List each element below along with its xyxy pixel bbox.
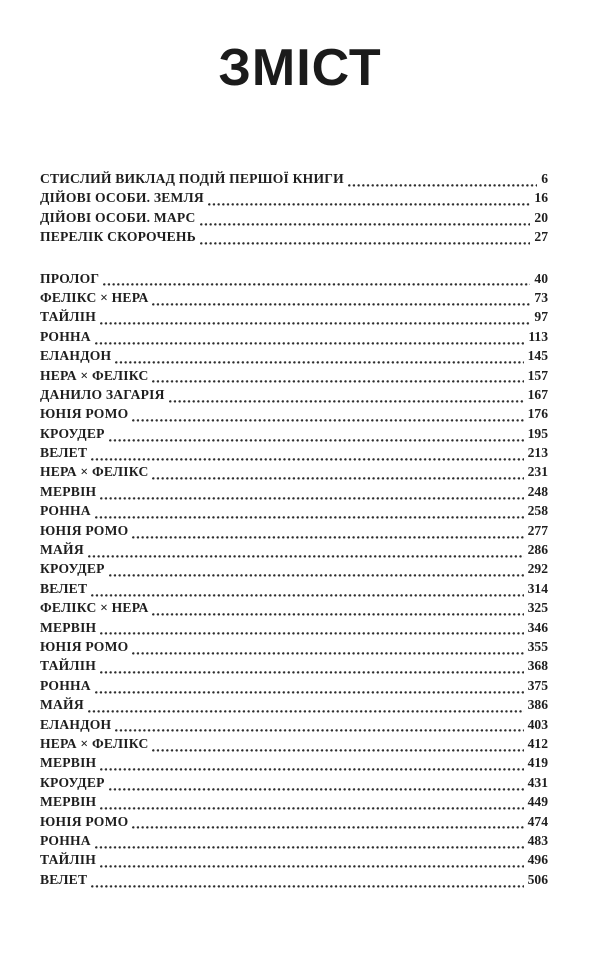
toc-entry-label: КРОУДЕР — [40, 774, 105, 790]
dotted-leader — [115, 729, 523, 732]
toc-entry-row — [40, 600, 548, 619]
dotted-leader — [91, 458, 523, 461]
toc-entry-label: КРОУДЕР — [40, 561, 105, 577]
toc-entry-page-number: 403 — [527, 716, 548, 732]
toc-entry-row — [40, 852, 548, 871]
dotted-leader — [208, 203, 531, 206]
toc-entry-label: НЕРА × ФЕЛІКС — [40, 367, 149, 383]
dotted-leader — [152, 303, 530, 306]
dotted-leader — [109, 788, 524, 791]
toc-entry-label: ЮНІЯ РОМО — [40, 406, 129, 422]
toc-entry-row — [40, 210, 548, 229]
toc-entry-row — [40, 171, 548, 190]
dotted-leader — [100, 322, 530, 325]
toc-entry-row — [40, 833, 548, 852]
toc-entry-label: ВЕЛЕТ — [40, 580, 88, 596]
dotted-leader — [132, 826, 523, 829]
toc-entry-label: ВЕЛЕТ — [40, 871, 88, 887]
dotted-leader — [109, 439, 524, 442]
toc-entry-page-number: 213 — [527, 445, 548, 461]
dotted-leader — [100, 865, 524, 868]
toc-entry-row — [40, 445, 548, 464]
toc-entry-label: НЕРА × ФЕЛІКС — [40, 464, 149, 480]
dotted-leader — [91, 594, 523, 597]
toc-entry-row — [40, 736, 548, 755]
toc-entry-page-number: 286 — [527, 542, 548, 558]
toc-entry-page-number: 113 — [528, 328, 548, 344]
toc-entry-row — [40, 190, 548, 209]
toc-entry-label: ЮНІЯ РОМО — [40, 522, 129, 538]
toc-entry-page-number: 412 — [527, 735, 548, 751]
toc-entry-page-number: 483 — [527, 832, 548, 848]
dotted-leader — [95, 342, 525, 345]
toc-entry-row — [40, 561, 548, 580]
toc-entry-label: ПЕРЕЛІК СКОРОЧЕНЬ — [40, 229, 196, 245]
toc-entry-page-number: 506 — [527, 871, 548, 887]
toc-entry-label: ДІЙОВІ ОСОБИ. МАРС — [40, 209, 196, 225]
toc-entry-row — [40, 678, 548, 697]
dotted-leader — [132, 652, 523, 655]
toc-entry-page-number: 157 — [527, 367, 548, 383]
toc-entry-row — [40, 464, 548, 483]
toc-entry-row — [40, 658, 548, 677]
toc-entry-row — [40, 775, 548, 794]
toc-entry-page-number: 27 — [534, 229, 548, 245]
dotted-leader — [100, 497, 523, 500]
toc-entry-label: СТИСЛИЙ ВИКЛАД ПОДІЙ ПЕРШОЇ КНИГИ — [40, 171, 344, 186]
dotted-leader — [152, 749, 523, 752]
toc-entry-row — [40, 620, 548, 639]
dotted-leader — [88, 555, 524, 558]
dotted-leader — [115, 361, 523, 364]
page-title: ЗМІСТ — [218, 39, 382, 97]
toc-entry-page-number: 355 — [527, 638, 548, 654]
toc-entry-label: ЕЛАНДОН — [40, 348, 112, 364]
dotted-leader — [132, 419, 523, 422]
toc-entry-label: МЕРВІН — [40, 755, 97, 771]
toc-entry-row — [40, 717, 548, 736]
toc-entry-label: МЕРВІН — [40, 619, 97, 635]
toc-entry-row — [40, 309, 548, 328]
toc-entry-page-number: 97 — [534, 309, 548, 325]
toc-entry-label: РОННА — [40, 503, 91, 519]
toc-entry-page-number: 449 — [527, 794, 548, 810]
toc-entry-label: ДІЙОВІ ОСОБИ. ЗЕМЛЯ — [40, 190, 204, 206]
toc-entry-page-number: 496 — [527, 852, 548, 868]
toc-entry-row — [40, 329, 548, 348]
toc-entry-label: ДАНИЛО ЗАГАРІЯ — [40, 386, 165, 402]
toc-entry-page-number: 176 — [527, 406, 548, 422]
toc-entry-row — [40, 814, 548, 833]
dotted-leader — [348, 184, 537, 187]
dotted-leader — [103, 283, 530, 286]
toc-entry-label: ТАЙЛІН — [40, 309, 96, 325]
toc-entry-page-number: 167 — [527, 386, 548, 402]
dotted-leader — [100, 807, 523, 810]
dotted-leader — [100, 768, 523, 771]
dotted-leader — [91, 885, 523, 888]
toc-entry-page-number: 40 — [534, 270, 548, 286]
toc-entry-page-number: 277 — [527, 522, 548, 538]
toc-entry-row — [40, 755, 548, 774]
toc-entry-label: МЕРВІН — [40, 794, 97, 810]
dotted-leader — [95, 691, 524, 694]
toc-entry-label: ТАЙЛІН — [40, 658, 96, 674]
dotted-leader — [152, 613, 523, 616]
toc-entry-page-number: 368 — [527, 658, 548, 674]
toc-entry-row — [40, 697, 548, 716]
toc-entry-row — [40, 542, 548, 561]
toc-entry-row — [40, 872, 548, 891]
toc-entry-page-number: 346 — [527, 619, 548, 635]
toc-entry-label: ЮНІЯ РОМО — [40, 638, 129, 654]
toc-entry-label: РОННА — [40, 328, 91, 344]
toc-entry-page-number: 73 — [534, 289, 548, 305]
dotted-leader — [152, 477, 523, 480]
toc-entry-label: КРОУДЕР — [40, 425, 105, 441]
toc-entry-row — [40, 484, 548, 503]
toc-entry-row — [40, 348, 548, 367]
dotted-leader — [109, 574, 524, 577]
toc-entry-label: МАЙЯ — [40, 542, 84, 558]
toc-entry-page-number: 258 — [527, 503, 548, 519]
toc-entry-page-number: 314 — [527, 580, 548, 596]
toc-entry-page-number: 195 — [527, 425, 548, 441]
dotted-leader — [152, 380, 523, 383]
dotted-leader — [95, 846, 524, 849]
toc-entry-row — [40, 426, 548, 445]
dotted-leader — [100, 671, 524, 674]
toc-entry-label: МЕРВІН — [40, 483, 97, 499]
toc-entry-page-number: 16 — [534, 190, 548, 206]
toc-entry-page-number: 292 — [527, 561, 548, 577]
toc-entry-page-number: 474 — [527, 813, 548, 829]
toc-entry-row — [40, 639, 548, 658]
dotted-leader — [95, 516, 524, 519]
toc-front-matter-section — [40, 171, 548, 249]
toc-entry-label: НЕРА × ФЕЛІКС — [40, 735, 149, 751]
toc-chapters-section — [40, 271, 548, 892]
dotted-leader — [169, 400, 524, 403]
toc-entry-page-number: 375 — [527, 677, 548, 693]
toc-entry-page-number: 6 — [541, 171, 548, 186]
toc-entry-page-number: 248 — [527, 483, 548, 499]
toc-entry-row — [40, 581, 548, 600]
toc-entry-page-number: 20 — [534, 209, 548, 225]
toc-entry-label: ЮНІЯ РОМО — [40, 813, 129, 829]
toc-entry-row — [40, 794, 548, 813]
toc-entry-row — [40, 368, 548, 387]
toc-entry-label: МАЙЯ — [40, 697, 84, 713]
toc-entry-row — [40, 229, 548, 248]
toc-entry-label: РОННА — [40, 832, 91, 848]
toc-entry-row — [40, 290, 548, 309]
dotted-leader — [88, 710, 524, 713]
toc-entry-page-number: 325 — [527, 600, 548, 616]
toc-entry-page-number: 145 — [527, 348, 548, 364]
toc-entry-label: ПРОЛОГ — [40, 270, 100, 286]
toc-entry-row — [40, 523, 548, 542]
dotted-leader — [200, 223, 531, 226]
toc-entry-page-number: 231 — [527, 464, 548, 480]
toc-entry-label: ФЕЛІКС × НЕРА — [40, 600, 149, 616]
toc-entry-row — [40, 387, 548, 406]
toc-entry-page-number: 419 — [527, 755, 548, 771]
toc-entry-label: ФЕЛІКС × НЕРА — [40, 289, 149, 305]
toc-entry-page-number: 386 — [527, 697, 548, 713]
dotted-leader — [132, 536, 523, 539]
dotted-leader — [100, 632, 523, 635]
toc-entry-label: ВЕЛЕТ — [40, 445, 88, 461]
toc-entry-row — [40, 271, 548, 290]
toc-entry-page-number: 431 — [527, 774, 548, 790]
toc-entry-row — [40, 503, 548, 522]
toc-entry-label: ТАЙЛІН — [40, 852, 96, 868]
dotted-leader — [200, 242, 531, 245]
table-of-contents — [40, 171, 548, 891]
toc-entry-label: ЕЛАНДОН — [40, 716, 112, 732]
toc-entry-row — [40, 406, 548, 425]
toc-entry-label: РОННА — [40, 677, 91, 693]
